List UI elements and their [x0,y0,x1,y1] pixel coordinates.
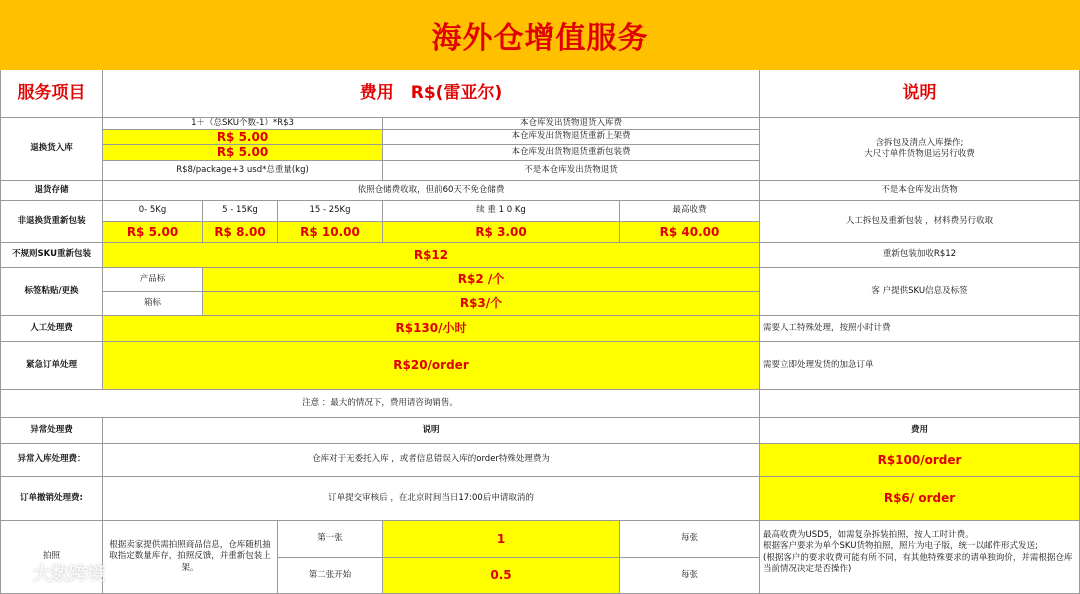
exception-row-label: 异常入库处理费： [0,444,103,477]
exception-header-fee: 费用 [760,418,1080,444]
labeling-item-product: 产品标 [103,268,203,292]
return-storage-note: 不是本仓库发出货物 [760,181,1080,201]
header-note: 说明 [760,70,1080,118]
repack-note: 人工拆包及重新包装 ，材料费另行收取 [760,201,1080,243]
return-stock-cond-4: 不是本仓库发出货物退货 [383,161,760,181]
urgent-fee: R$20/order [103,342,760,390]
return-storage-fee: 依照仓储费收取，但前60天不免仓储费 [103,181,760,201]
return-stock-cond-3: 本仓库发出货物退货重新包装费 [383,145,760,161]
return-stock-fee-4: R$8/package+3 usd*总重量(kg) [103,161,383,181]
photo-first-unit: 每张 [620,521,760,558]
header-fee: 费用 R$(雷亚尔) [103,70,760,118]
photo-desc: 根据卖家提供需拍照商品信息，仓库随机抽取指定数量库存，拍照反馈，并重新包装上架。 [103,521,278,594]
return-stock-note: 含拆包及清点入库操作; 大尺寸单件货物退运另行收费 [760,118,1080,181]
labeling-label: 标签粘贴/更换 [0,268,103,316]
return-stock-fee-1: 1＋（总SKU个数-1）*R$3 [103,118,383,130]
labeling-item-box: 箱标 [103,292,203,316]
cancel-row-label: 订单撤销处理费: [0,477,103,521]
irregular-label: 不规则SKU重新包装 [0,243,103,268]
repack-label: 非退换货重新包装 [0,201,103,243]
page-title: 海外仓增值服务 [431,21,649,56]
irregular-note: 重新包装加收R$12 [760,243,1080,268]
repack-header-4: 续 重 1 0 Kg [383,201,620,222]
manual-note: 需要人工特殊处理，按照小时计费 [760,316,1080,342]
repack-header-5: 最高收费 [620,201,760,222]
repack-value-2: R$ 8.00 [203,222,278,243]
watermark-text: 大数跨境 [33,564,105,585]
exception-header-service: 异常处理费 [0,418,103,444]
photo-second-fee: 0.5 [383,558,620,594]
exception-row-desc: 仓库对于无委托入库 ，或者信息错误入库的order特殊处理费为 [103,444,760,477]
exception-header-desc: 说明 [103,418,760,444]
photo-label: 拍照 [0,521,103,594]
repack-header-3: 15 - 25Kg [278,201,383,222]
labeling-fee-product: R$2 /个 [203,268,760,292]
exception-row-fee: R$100/order [760,444,1080,477]
irregular-fee: R$12 [103,243,760,268]
photo-second-name: 第二张开始 [278,558,383,594]
repack-header-2: 5 - 15Kg [203,201,278,222]
manual-label: 人工处理费 [0,316,103,342]
notice-blank [760,390,1080,418]
repack-value-4: R$ 3.00 [383,222,620,243]
repack-value-1: R$ 5.00 [103,222,203,243]
return-stock-label: 退换货入库 [0,118,103,181]
return-storage-label: 退货存储 [0,181,103,201]
urgent-note: 需要立即处理发货的加急订单 [760,342,1080,390]
return-stock-fee-3: R$ 5.00 [103,145,383,161]
photo-second-unit: 每张 [620,558,760,594]
cancel-row-fee: R$6/ order [760,477,1080,521]
return-stock-fee-2: R$ 5.00 [103,130,383,145]
header-service: 服务项目 [0,70,103,118]
manual-fee: R$130/小时 [103,316,760,342]
title-banner [0,0,1080,70]
cancel-row-desc: 订单提交审核后 ，在北京时间当日17:00后申请取消的 [103,477,760,521]
return-stock-cond-1: 本仓库发出货物退货入库费 [383,118,760,130]
urgent-label: 紧急订单处理 [0,342,103,390]
photo-first-fee: 1 [383,521,620,558]
photo-note: 最高收费为USD5，如需复杂拆装拍照，按人工时计费。 根据客户要求为单个SKU货物拍照，照片为电子版，统一以邮件形式发送; (根据客户的要求收费可能有所不同，有其他特殊要求的请单独询价，并需根据仓库当前情况决定是否操作) [760,521,1080,594]
repack-value-3: R$ 10.00 [278,222,383,243]
labeling-note: 客 户提供SKU信息及标签 [760,268,1080,316]
repack-value-5: R$ 40.00 [620,222,760,243]
labeling-fee-box: R$3/个 [203,292,760,316]
repack-header-1: 0- 5Kg [103,201,203,222]
photo-first-name: 第一张 [278,521,383,558]
return-stock-cond-2: 本仓库发出货物退货重新上架费 [383,130,760,145]
notice: 注意 ：最大的情况下，费用请咨询销售。 [0,390,760,418]
watermark [6,560,105,586]
watermark-logo-icon [6,565,30,581]
